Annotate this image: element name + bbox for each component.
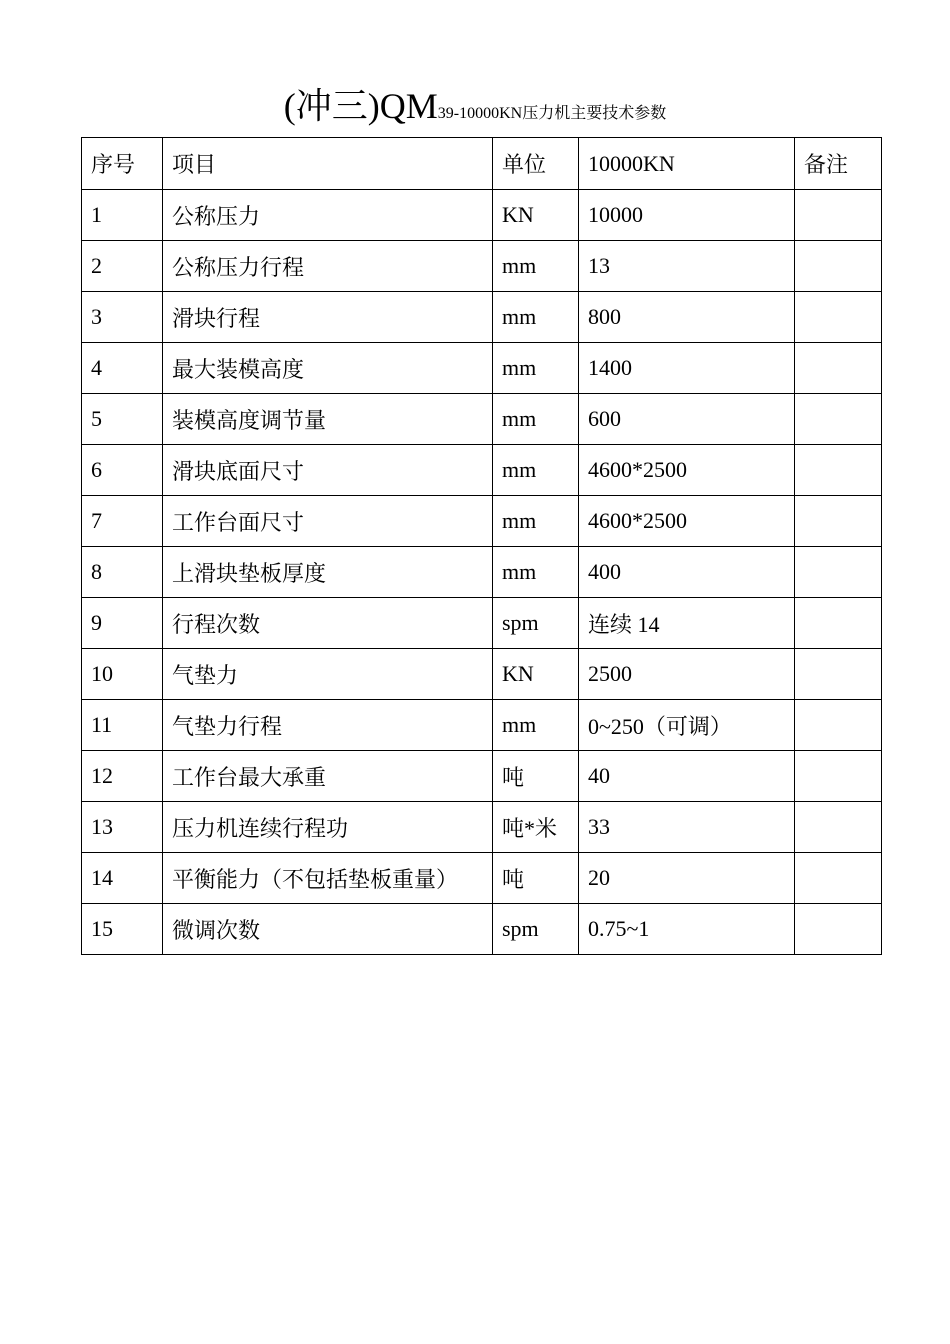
spec-table-body [82,138,882,955]
cell-value: 1400 [579,343,795,394]
table-row [82,751,882,802]
cell-index: 11 [82,700,163,751]
cell-unit: spm [493,598,579,649]
cell-value: 13 [579,241,795,292]
table-row [82,649,882,700]
table-row [82,241,882,292]
cell-index: 9 [82,598,163,649]
table-row [82,802,882,853]
cell-unit: mm [493,496,579,547]
cell-item: 工作台最大承重 [163,751,493,802]
cell-remarks [795,802,882,853]
cell-value: 400 [579,547,795,598]
cell-index: 12 [82,751,163,802]
cell-remarks [795,394,882,445]
cell-unit: 吨 [493,853,579,904]
cell-item: 上滑块垫板厚度 [163,547,493,598]
cell-remarks [795,190,882,241]
cell-unit: 吨 [493,751,579,802]
table-row [82,343,882,394]
header-index: 序号 [82,138,163,190]
table-row [82,853,882,904]
cell-index: 1 [82,190,163,241]
cell-value: 600 [579,394,795,445]
cell-value: 2500 [579,649,795,700]
cell-item: 微调次数 [163,904,493,955]
cell-unit: KN [493,190,579,241]
cell-value: 40 [579,751,795,802]
cell-value: 33 [579,802,795,853]
spec-table [81,137,882,955]
table-row [82,292,882,343]
cell-item: 气垫力行程 [163,700,493,751]
cell-value: 10000 [579,190,795,241]
table-row [82,496,882,547]
cell-item: 压力机连续行程功 [163,802,493,853]
table-row [82,445,882,496]
cell-index: 15 [82,904,163,955]
cell-unit: mm [493,343,579,394]
cell-item: 装模高度调节量 [163,394,493,445]
title-main: (冲三)QM [283,86,438,126]
table-row [82,598,882,649]
table-row [82,700,882,751]
table-header-row [82,138,882,190]
cell-index: 5 [82,394,163,445]
cell-unit: mm [493,700,579,751]
cell-index: 14 [82,853,163,904]
header-remarks: 备注 [795,138,882,190]
cell-value: 4600*2500 [579,496,795,547]
cell-item: 行程次数 [163,598,493,649]
cell-index: 13 [82,802,163,853]
cell-item: 公称压力 [163,190,493,241]
table-row [82,394,882,445]
document-title [0,88,950,124]
cell-item: 滑块行程 [163,292,493,343]
cell-index: 7 [82,496,163,547]
cell-index: 3 [82,292,163,343]
cell-remarks [795,445,882,496]
table-row [82,190,882,241]
cell-remarks [795,241,882,292]
cell-remarks [795,649,882,700]
cell-remarks [795,598,882,649]
cell-value: 4600*2500 [579,445,795,496]
cell-value: 连续 14 [579,598,795,649]
cell-value: 0~250（可调） [579,700,795,751]
cell-remarks [795,700,882,751]
cell-index: 2 [82,241,163,292]
cell-unit: mm [493,445,579,496]
cell-remarks [795,547,882,598]
cell-index: 6 [82,445,163,496]
header-value: 10000KN [579,138,795,190]
header-unit: 单位 [493,138,579,190]
cell-value: 20 [579,853,795,904]
title-sub: 39-10000KN压力机主要技术参数 [437,105,667,122]
cell-unit: mm [493,547,579,598]
cell-unit: mm [493,292,579,343]
cell-remarks [795,853,882,904]
header-item: 项目 [163,138,493,190]
cell-unit: 吨*米 [493,802,579,853]
cell-remarks [795,496,882,547]
cell-unit: mm [493,241,579,292]
cell-item: 工作台面尺寸 [163,496,493,547]
table-row [82,547,882,598]
cell-item: 公称压力行程 [163,241,493,292]
cell-item: 平衡能力（不包括垫板重量） [163,853,493,904]
cell-remarks [795,292,882,343]
cell-value: 0.75~1 [579,904,795,955]
cell-remarks [795,751,882,802]
cell-remarks [795,904,882,955]
cell-unit: KN [493,649,579,700]
cell-index: 4 [82,343,163,394]
cell-item: 最大装模高度 [163,343,493,394]
cell-index: 8 [82,547,163,598]
cell-unit: mm [493,394,579,445]
cell-index: 10 [82,649,163,700]
cell-item: 气垫力 [163,649,493,700]
cell-item: 滑块底面尺寸 [163,445,493,496]
cell-remarks [795,343,882,394]
cell-value: 800 [579,292,795,343]
cell-unit: spm [493,904,579,955]
table-row [82,904,882,955]
